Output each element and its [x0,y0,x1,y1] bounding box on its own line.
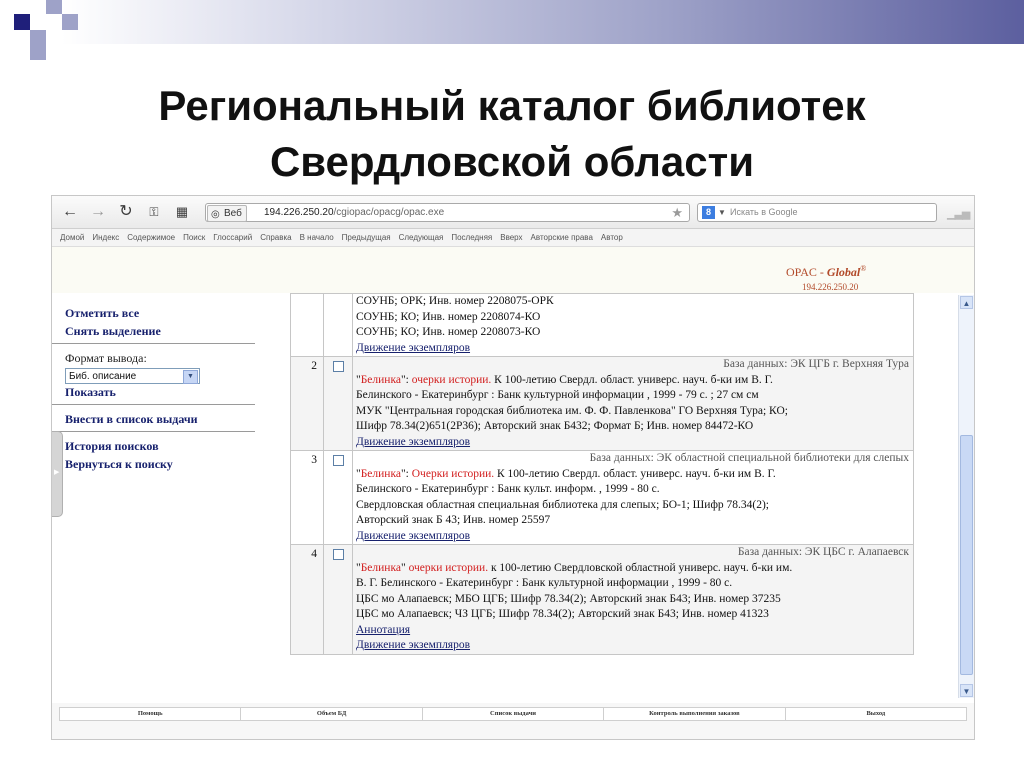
back-to-search-link[interactable]: Вернуться к поиску [65,457,173,471]
holding-line: Свердловская областная специальная библиотека для слепых; БО-1; Шифр 78.34(2); [356,498,769,511]
record-subtitle: очерки истории. [408,561,489,574]
table-row [291,451,914,545]
record-checkbox-cell [324,545,353,655]
database-label: База данных: ЭК ЦБС г. Алапаевск [737,546,909,558]
scroll-up-icon[interactable]: ▲ [960,296,973,309]
web-chip[interactable] [207,205,247,222]
menu-item[interactable]: Содержимое [127,233,176,242]
add-to-list-link[interactable]: Внести в список выдачи [65,412,198,426]
address-bar[interactable] [205,203,690,222]
format-select-value: Биб. описание [69,371,137,382]
url-path: /cgiopac/opacg/opac.exe [333,207,445,218]
divider [52,431,255,432]
menu-item[interactable]: В начало [299,233,334,242]
record-body [353,357,914,451]
opac-logo-prefix: OPAC - [786,265,827,279]
record-checkbox-cell [324,357,353,451]
copy-movement-link[interactable]: Движение экземпляров [356,639,471,651]
copy-movement-link[interactable]: Движение экземпляров [356,435,471,448]
record-subtitle: очерки истории. [411,373,492,386]
table-row [291,294,914,357]
exit-button[interactable]: Выход [866,710,886,717]
sidebar [52,293,290,703]
unmark-link[interactable]: Снять выделение [65,324,161,338]
slide-title-line-1: Региональный каталог библиотек [158,82,866,129]
copy-movement-link[interactable]: Движение экземпляров [356,341,471,354]
chevron-right-icon: ▶ [54,469,60,476]
record-text: К 100-летию Свердл. област. универс. науч. б-ки им В. Г. [494,373,773,386]
record-subtitle: Очерки истории. [411,467,495,480]
browser-window [51,195,975,740]
menu-item[interactable]: Последняя [451,233,493,242]
opac-logo [786,264,866,280]
bookmark-star-icon[interactable]: ★ [671,205,683,220]
record-checkbox[interactable] [333,549,344,560]
sidebar-toggle-handle[interactable] [52,431,63,517]
slide-title-line-2: Свердловской области [269,138,755,185]
database-label: База данных: ЭК ЦГБ г. Верхняя Тура [723,358,909,370]
format-select[interactable] [65,368,200,384]
record-text: Белинского - Екатеринбург : Банк культ. информ. , 1999 - 80 с. [356,483,660,495]
deco-square-light [62,14,78,30]
screenshot-icon[interactable]: ▦ [175,204,189,219]
holding-line: Шифр 78.34(2)651(2Р36); Авторский знак Б432; Формат Б; Инв. номер 84472-КО [356,420,754,432]
menu-item[interactable]: Вверх [500,233,523,242]
record-number: 3 [291,451,324,545]
url-host: 194.226.250.20 [264,207,334,218]
opac-header [52,247,974,293]
signal-bars-icon: ▁▃▅ [947,208,970,220]
slide-header-gradient [0,0,1024,44]
url-text [264,204,444,221]
bottom-nav [59,707,967,721]
database-label: База данных: ЭК областной специальной библиотеки для слепых [589,452,909,464]
record-title: Белинка [360,467,401,480]
menu-item[interactable]: Предыдущая [341,233,391,242]
holding-line: СОУНБ; КО; Инв. номер 2208074-КО [356,310,541,323]
help-menubar [52,229,974,247]
format-label: Формат вывода: [65,351,147,365]
record-text: В. Г. Белинского - Екатеринбург : Банк культурной информации , 1999 - 80 с. [356,577,733,589]
record-description: "Белинка" очерки истории. к 100-летию Свердловской областной универс. науч. б-ки им. [356,561,793,574]
search-placeholder: Искать в Google [730,207,798,217]
menu-item[interactable]: Следующая [398,233,444,242]
record-description: "Белинка": очерки истории. К 100-летию Свердл. област. универс. науч. б-ки им В. Г. [356,373,773,386]
annotation-link[interactable]: Аннотация [356,623,411,636]
holding-line: СОУНБ; КО; Инв. номер 2208073-КО [356,326,541,338]
record-body [353,294,914,357]
results-pane [290,293,915,703]
record-body [353,545,914,655]
record-number [291,294,324,357]
record-checkbox-cell [324,451,353,545]
forward-arrow-icon[interactable]: → [90,203,106,220]
menu-item[interactable]: Домой [60,233,85,242]
opac-logo-mark: ® [860,264,867,273]
db-volume-button[interactable]: Объем БД [241,708,422,720]
results-scrollbar[interactable] [958,295,974,698]
deco-square-light [30,46,46,60]
bottom-area [52,703,974,739]
slide-title [0,78,1024,190]
chevron-down-icon[interactable]: ▼ [718,208,726,217]
menu-item[interactable]: Глоссарий [213,233,253,242]
help-button[interactable]: Помощь [60,708,241,720]
record-body [353,451,914,545]
holding-line: Авторский знак Б 43; Инв. номер 25597 [356,514,551,526]
browser-toolbar [52,196,974,229]
mark-all-link[interactable]: Отметить все [65,306,140,320]
google-icon: 8 [702,206,715,219]
opac-logo-name: Global [826,265,861,279]
record-checkbox-cell [324,294,353,357]
opac-ip: 194.226.250.20 [802,282,859,292]
record-text: к 100-летию Свердловской областной универс. науч. б-ки им. [490,561,793,574]
search-input[interactable] [697,203,937,222]
deco-square-light [46,0,62,14]
record-number: 4 [291,545,324,655]
record-number: 2 [291,357,324,451]
divider [52,404,255,405]
holding-line: ЦБС мо Алапаевск; МБО ЦГБ; Шифр 78.34(2); Авторский знак Б43; Инв. номер 37235 [356,592,781,605]
record-text: Белинского - Екатеринбург : Банк культурной информации , 1999 - 79 с. ; 27 см см [356,389,759,401]
holding-line: МУК "Центральная городская библиотека им. Ф. Ф. Павленкова" ГО Верхняя Тура; КО; [356,404,788,417]
record-title: Белинка [360,373,401,386]
search-history-link[interactable]: История поисков [65,439,159,453]
record-description: "Белинка": Очерки истории. К 100-летию Свердл. област. универс. науч. б-ки им В. Г. [356,467,776,480]
divider [52,343,255,344]
key-icon[interactable]: ⚿ [149,205,159,219]
reload-icon[interactable]: ↻ [119,203,133,220]
table-row [291,357,914,451]
results-table [290,293,914,655]
globe-icon: ◎ [211,209,220,220]
back-arrow-icon[interactable]: ← [62,203,78,220]
copy-movement-link[interactable]: Движение экземпляров [356,529,471,542]
menu-item[interactable]: Поиск [183,233,206,242]
menu-item[interactable]: Автор [600,233,623,242]
table-row [291,545,914,655]
record-title: Белинка [360,561,401,574]
holding-line: СОУНБ; ОРК; Инв. номер 2208075-ОРК [356,295,554,307]
chevron-down-icon[interactable]: ▼ [183,370,198,384]
menu-item[interactable]: Индекс [92,233,120,242]
menu-item[interactable]: Авторские права [530,233,593,242]
web-chip-label: Веб [224,208,242,219]
deco-square-dark [14,14,30,30]
issue-list-button[interactable]: Список выдачи [423,708,604,720]
show-link[interactable]: Показать [65,385,116,399]
holding-line: ЦБС мо Алапаевск; ЧЗ ЦГБ; Шифр 78.34(2); Авторский знак Б43; Инв. номер 41323 [356,608,769,620]
scroll-thumb[interactable] [960,435,973,675]
record-checkbox[interactable] [333,455,344,466]
order-control-button[interactable]: Контроль выполнения заказов [604,708,785,720]
deco-square-light [30,30,46,46]
record-text: К 100-летию Свердл. област. универс. науч. б-ки им В. Г. [497,467,776,480]
menu-item[interactable]: Справка [260,233,292,242]
record-checkbox[interactable] [333,361,344,372]
scroll-down-icon[interactable]: ▼ [960,684,973,697]
